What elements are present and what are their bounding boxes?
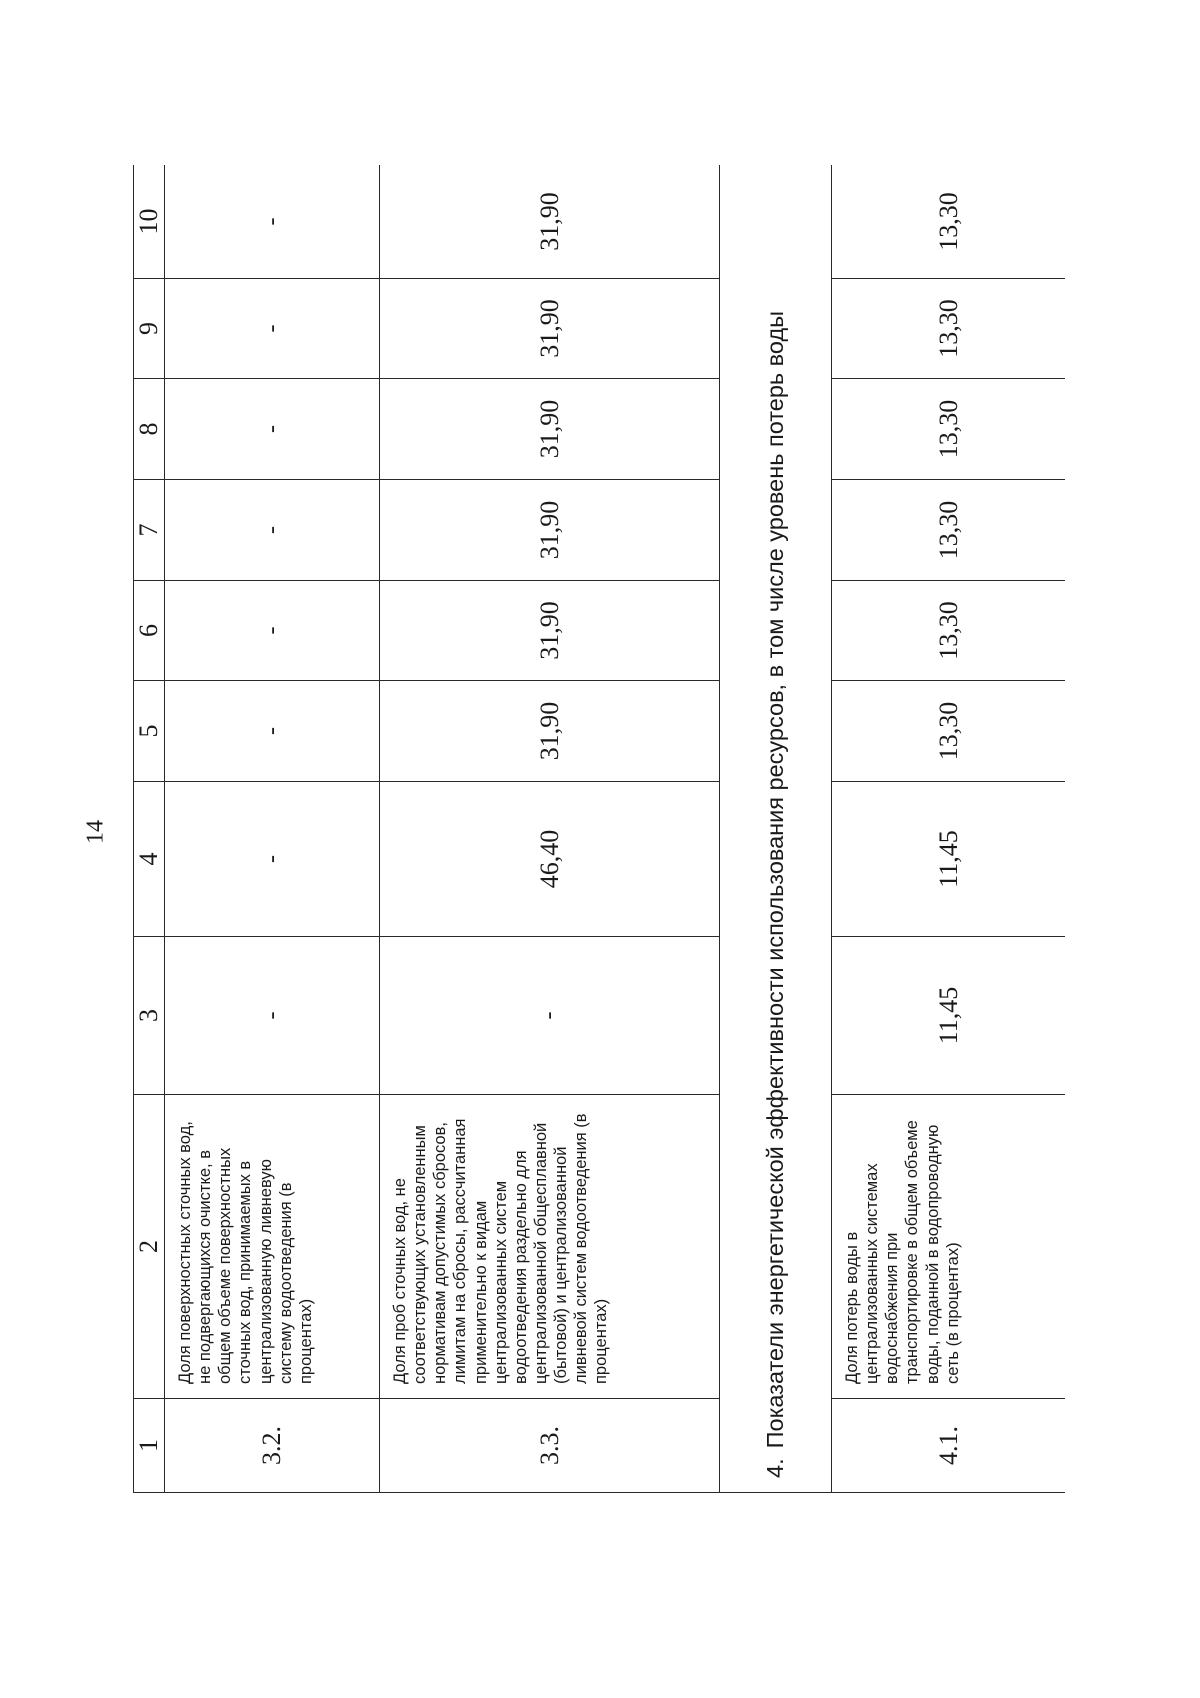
col-header: 3 (134, 937, 165, 1095)
value-cell: - (165, 782, 380, 937)
value-cell: 13,30 (832, 165, 1066, 279)
rotated-table (133, 165, 1065, 1493)
value-cell: - (165, 681, 380, 782)
value-cell: - (165, 480, 380, 581)
value-cell: - (165, 379, 380, 480)
value-cell: 31,90 (380, 279, 720, 379)
value-cell: 31,90 (380, 581, 720, 681)
col-header: 2 (134, 1095, 165, 1399)
value-cell: - (380, 937, 720, 1095)
col-header: 8 (134, 379, 165, 480)
table-row (165, 165, 380, 1493)
row-description: Доля поверхностных сточных вод, не подвергающихся очистке, в общем объеме поверхностных сточных вод, принимаемых в централизованную ливневую систему водоотведения (в процентах) (165, 1095, 380, 1399)
indicators-table (133, 165, 1065, 1493)
col-header: 5 (134, 681, 165, 782)
value-cell: 31,90 (380, 379, 720, 480)
value-cell: - (165, 279, 380, 379)
col-header: 1 (134, 1399, 165, 1493)
value-cell: 13,30 (832, 681, 1066, 782)
value-cell: - (165, 581, 380, 681)
value-cell: 11,45 (832, 782, 1066, 937)
row-number: 3.3. (380, 1399, 720, 1493)
value-cell: 11,45 (832, 937, 1066, 1095)
value-cell: - (165, 165, 380, 279)
table-container (133, 165, 1065, 1493)
value-cell: 31,90 (380, 480, 720, 581)
value-cell: 31,90 (380, 165, 720, 279)
table-row (380, 165, 720, 1493)
value-cell: 13,30 (832, 581, 1066, 681)
section-heading (720, 165, 832, 1493)
value-cell: - (165, 937, 380, 1095)
header-row (134, 165, 165, 1493)
value-cell: 13,30 (832, 279, 1066, 379)
value-cell: 13,30 (832, 480, 1066, 581)
col-header: 10 (134, 165, 165, 279)
row-description: Доля потерь воды в централизованных системах водоснабжения при транспортировке в общем объеме воды, поданной в водопроводную сеть (в процентах) (832, 1095, 1066, 1399)
col-header: 9 (134, 279, 165, 379)
value-cell: 46,40 (380, 782, 720, 937)
section-row (720, 165, 832, 1493)
section-title: Показатели энергетической эффективности использования ресурсов, в том числе уровень потерь воды (762, 310, 788, 1449)
col-header: 4 (134, 782, 165, 937)
page-number: 14 (82, 820, 109, 844)
section-number: 4. (762, 1458, 788, 1478)
row-number: 4.1. (832, 1399, 1066, 1493)
col-header: 6 (134, 581, 165, 681)
value-cell: 31,90 (380, 681, 720, 782)
row-number: 3.2. (165, 1399, 380, 1493)
col-header: 7 (134, 480, 165, 581)
value-cell: 13,30 (832, 379, 1066, 480)
table-row (832, 165, 1066, 1493)
row-description: Доля проб сточных вод, не соответствующих установленным нормативам допустимых сбросов, лимитам на сбросы, рассчитанная применительно к видам централизованных систем водоотведения раздельно для централизованной общесплавной (бытовой) и централизованной ливневой систем водоотведения (в процентах) (380, 1095, 720, 1399)
